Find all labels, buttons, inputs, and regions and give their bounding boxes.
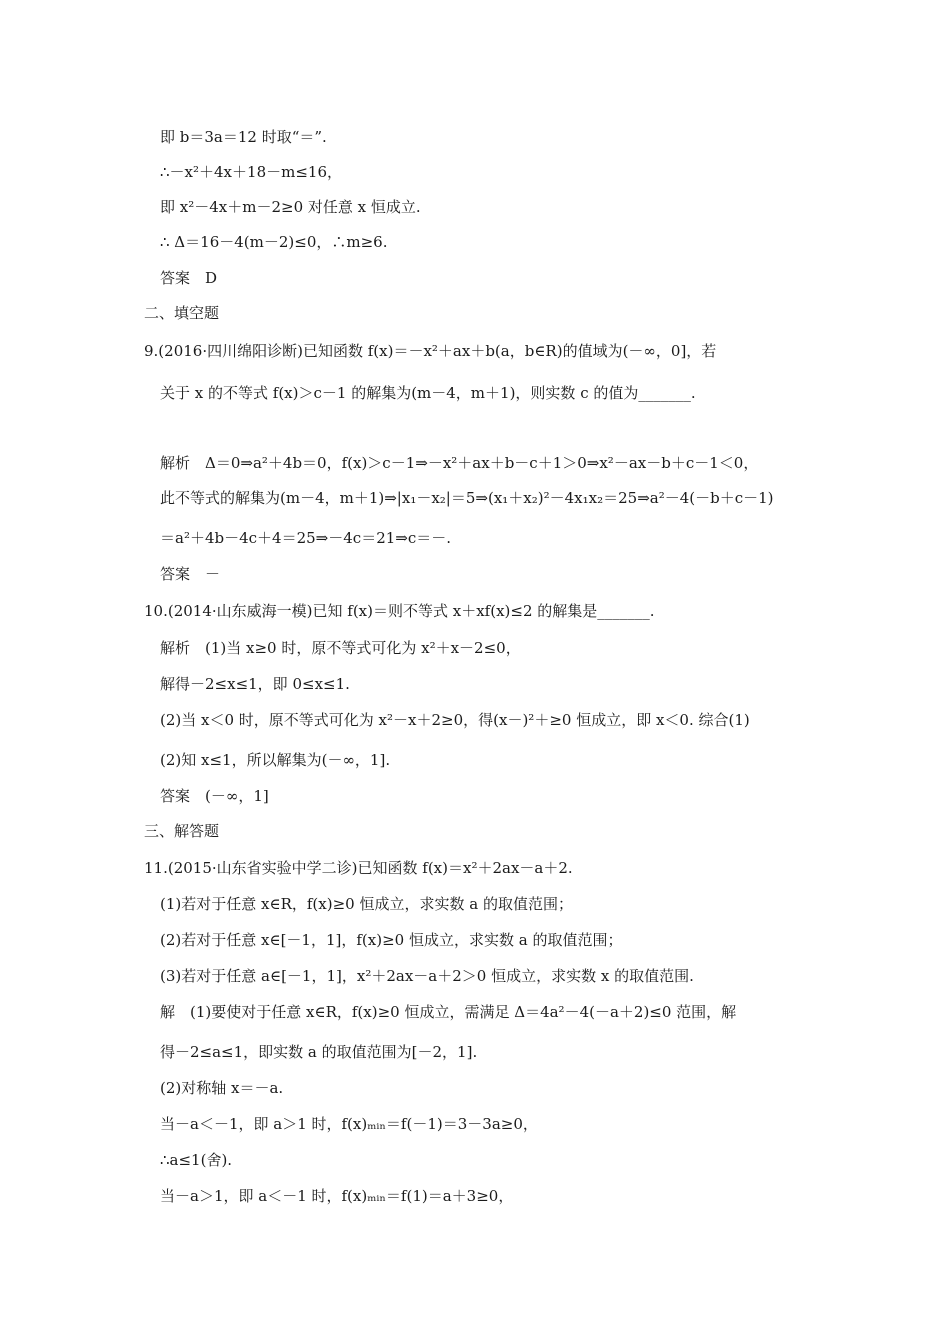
section-heading: 三、解答题 [144, 822, 220, 840]
analysis-line: 此不等式的解集为(m－4，m＋1)⇒|x₁－x₂|＝5⇒(x₁＋x₂)²－4x₁x₂＝25⇒a²－4(－b＋c－1) [160, 489, 774, 507]
answer-line: 答案 － [160, 565, 221, 583]
analysis-line: ＝a²＋4b－4c＋4＝25⇒－4c＝21⇒c＝－. [160, 529, 452, 547]
answer-line: 答案 D [160, 269, 218, 287]
analysis-line: 解得－2≤x≤1，即 0≤x≤1. [160, 675, 350, 693]
solution-line: 当－a＞1，即 a＜－1 时，f(x)ₘᵢₙ＝f(1)＝a＋3≥0， [160, 1187, 514, 1205]
question-line: (2)若对于任意 x∈[－1，1]，f(x)≥0 恒成立，求实数 a 的取值范围； [160, 931, 623, 949]
question-line: (3)若对于任意 a∈[－1，1]，x²＋2ax－a＋2＞0 恒成立，求实数 x 的取值范围. [160, 967, 694, 985]
section-heading: 二、填空题 [144, 304, 220, 322]
analysis-line: (2)当 x＜0 时，原不等式可化为 x²－x＋2≥0，得(x－)²＋≥0 恒成立，即 x＜0. 综合(1) [160, 711, 750, 729]
question-line: (1)若对于任意 x∈R，f(x)≥0 恒成立，求实数 a 的取值范围； [160, 895, 573, 913]
text-line: ∴ Δ＝16－4(m－2)≤0，∴m≥6. [160, 233, 388, 251]
solution-line: 解 (1)要使对于任意 x∈R，f(x)≥0 恒成立，需满足 Δ＝4a²－4(－a＋2)≤0 范围，解 [160, 1003, 737, 1021]
text-line: ∴－x²＋4x＋18－m≤16， [160, 163, 342, 181]
text-line: 即 b＝3a＝12 时取“＝”. [160, 128, 327, 146]
text-line: 即 x²－4x＋m－2≥0 对任意 x 恒成立. [160, 198, 421, 216]
question-line: 11.(2015·山东省实验中学二诊)已知函数 f(x)＝x²＋2ax－a＋2. [144, 859, 573, 877]
analysis-line: (2)知 x≤1，所以解集为(－∞，1]. [160, 751, 391, 769]
answer-line: 答案 (－∞，1] [160, 787, 269, 805]
analysis-line: 解析 Δ＝0⇒a²＋4b＝0，f(x)＞c－1⇒－x²＋ax＋b－c＋1＞0⇒x²－ax－b＋c－1＜0， [160, 454, 759, 472]
question-line: 10.(2014·山东威海一模)已知 f(x)＝则不等式 x＋xf(x)≤2 的解集是_______. [144, 602, 655, 620]
solution-line: ∴a≤1(舍). [160, 1151, 233, 1169]
question-line: 关于 x 的不等式 f(x)＞c－1 的解集为(m－4，m＋1)，则实数 c 的值为_______. [160, 384, 696, 402]
analysis-line: 解析 (1)当 x≥0 时，原不等式可化为 x²＋x－2≤0， [160, 639, 521, 657]
solution-line: 当－a＜－1，即 a＞1 时，f(x)ₘᵢₙ＝f(－1)＝3－3a≥0， [160, 1115, 538, 1133]
solution-line: 得－2≤a≤1，即实数 a 的取值范围为[－2，1]. [160, 1043, 478, 1061]
solution-line: (2)对称轴 x＝－a. [160, 1079, 284, 1097]
question-line: 9.(2016·四川绵阳诊断)已知函数 f(x)＝－x²＋ax＋b(a，b∈R)的值域为(－∞，0]，若 [144, 342, 717, 360]
